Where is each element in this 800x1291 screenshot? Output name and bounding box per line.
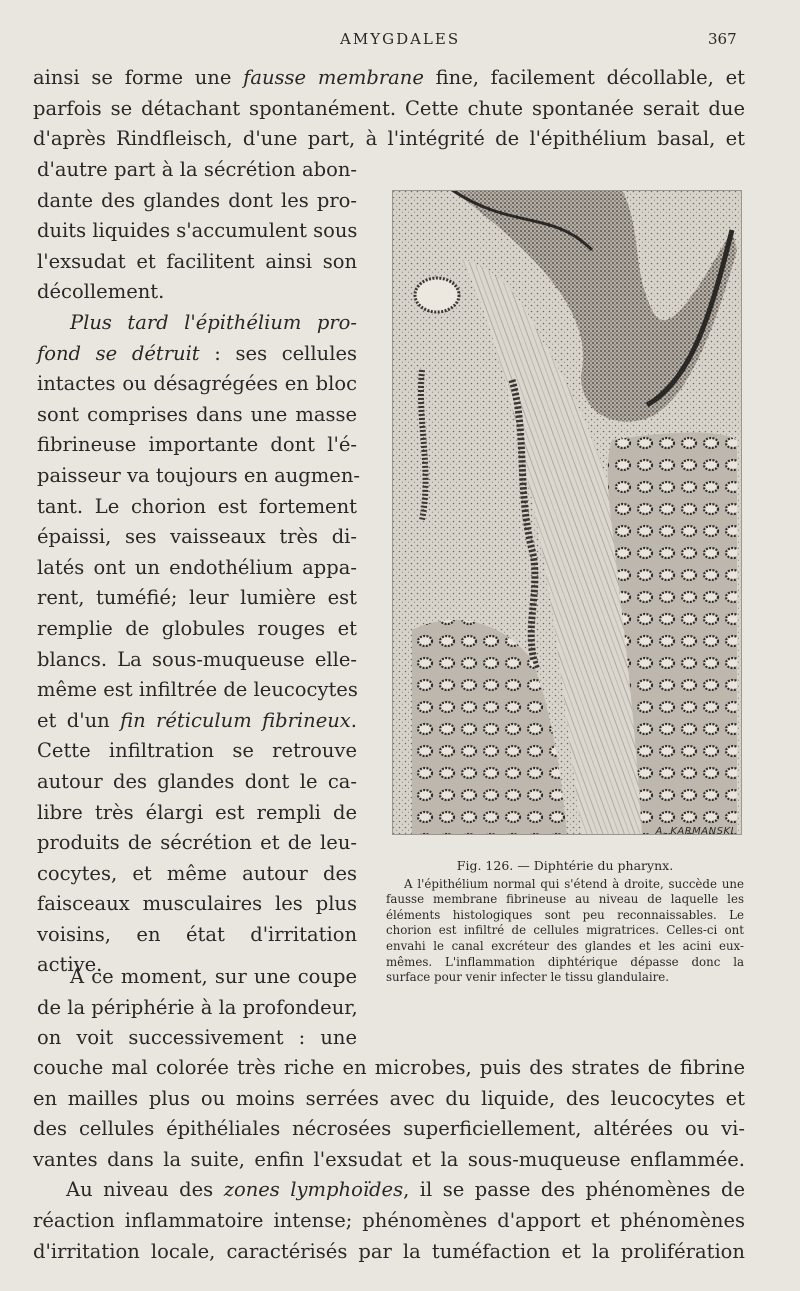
running-head <box>0 30 800 54</box>
caption-body: A l'épithélium normal qui s'étend à droite, succède une fausse membrane fibrineuse au niveau de laquelle les éléments histologiques sont peu reconnaissables. Le chorion est infiltré de cellules migratrices. Celles-ci ont envahi le canal excréteur des glandes et les acini eux-mêmes. L'inflammation diphtérique dépasse donc la surface pour venir infecter le tissu glandulaire. <box>386 876 744 985</box>
text-line: duits liquides s'accumulent sous <box>37 219 358 243</box>
text-line: fibrineuse importante dont l'é- <box>37 433 357 457</box>
text-line: blancs. La sous-muqueuse elle- <box>37 647 357 671</box>
text-line: autour des glandes dont le ca- <box>37 769 357 793</box>
paragraph-epithelium <box>37 308 360 981</box>
text-line: ainsi se forme une fausse membrane fine, facilement décollable, et <box>33 66 745 89</box>
text-line: Cette infiltration se retrouve <box>37 739 357 763</box>
text-line: réaction inflammatoire intense; phénomènes d'apport et phénomènes <box>33 1208 745 1232</box>
paragraph-bottom <box>33 1053 745 1267</box>
text-line: Plus tard l'épithélium pro- <box>70 311 357 334</box>
text-line: l'exsudat et facilitent ainsi son <box>37 249 357 273</box>
page-number: 367 <box>708 30 737 48</box>
text-line: paisseur va toujours en augmen- <box>37 463 360 487</box>
histology-figure <box>392 190 742 835</box>
text-line: des cellules épithéliales nécrosées superficiellement, altérées ou vi- <box>33 1117 745 1141</box>
text-line: on voit successivement : une <box>37 1026 357 1050</box>
text-line: de la périphérie à la profondeur, <box>37 995 358 1019</box>
text-line: d'irritation locale, caractérisés par la tuméfaction et la prolifération <box>33 1239 745 1263</box>
text-line: parfois se détachant spontanément. Cette chute spontanée serait due <box>33 96 745 120</box>
text-line: latés ont un endothélium appa- <box>37 555 357 579</box>
text-line: vantes dans la suite, enfin l'exsudat et la sous-muqueuse enflammée. <box>33 1147 745 1171</box>
text-line: tant. Le chorion est fortement <box>37 494 357 518</box>
text-line: active. <box>37 953 103 977</box>
text-line: couche mal colorée très riche en microbes, puis des strates de fibrine <box>33 1056 745 1079</box>
text-line: décollement. <box>37 280 165 304</box>
text-line: faisceaux musculaires les plus <box>37 892 357 916</box>
text-line: libre très élargi est rempli de <box>37 800 357 824</box>
text-line: Au niveau des zones lymphoïdes, il se passe des phénomènes de <box>66 1178 745 1202</box>
text-line: épaissi, ses vaisseaux très di- <box>37 525 357 549</box>
paragraph-coupe <box>37 962 357 1054</box>
text-line: rent, tuméfié; leur lumière est <box>37 586 357 610</box>
text-line: même est infiltrée de leucocytes <box>37 678 358 702</box>
running-title: AMYGDALES <box>340 30 461 48</box>
text-line: cocytes, et même autour des <box>37 861 357 885</box>
text-line: sont comprises dans une masse <box>37 402 357 426</box>
text-line: en mailles plus ou moins serrées avec du liquide, des leucocytes et <box>33 1086 745 1110</box>
paragraph-intro-narrow <box>37 155 357 308</box>
figure-caption <box>386 858 744 986</box>
text-line: intactes ou désagrégées en bloc <box>37 372 357 396</box>
text-line: d'autre part à la sécrétion abon- <box>37 158 357 181</box>
histology-illustration <box>392 190 742 835</box>
caption-title: Fig. 126. — Diphtérie du pharynx. <box>456 858 674 873</box>
text-line: et d'un fin réticulum fibrineux. <box>37 708 357 732</box>
text-line: produits de sécrétion et de leu- <box>37 831 357 855</box>
text-line: remplie de globules rouges et <box>37 616 357 640</box>
paragraph-intro-top <box>33 63 745 155</box>
text-line: dante des glandes dont les pro- <box>37 188 357 212</box>
text-line: d'après Rindfleisch, d'une part, à l'intégrité de l'épithélium basal, et <box>33 127 745 151</box>
text-line: voisins, en état d'irritation <box>37 922 357 946</box>
text-line: A ce moment, sur une coupe <box>70 965 357 988</box>
text-line: fond se détruit : ses cellules <box>37 341 357 365</box>
illustrator-signature: A. KARMANSKI <box>655 826 734 837</box>
